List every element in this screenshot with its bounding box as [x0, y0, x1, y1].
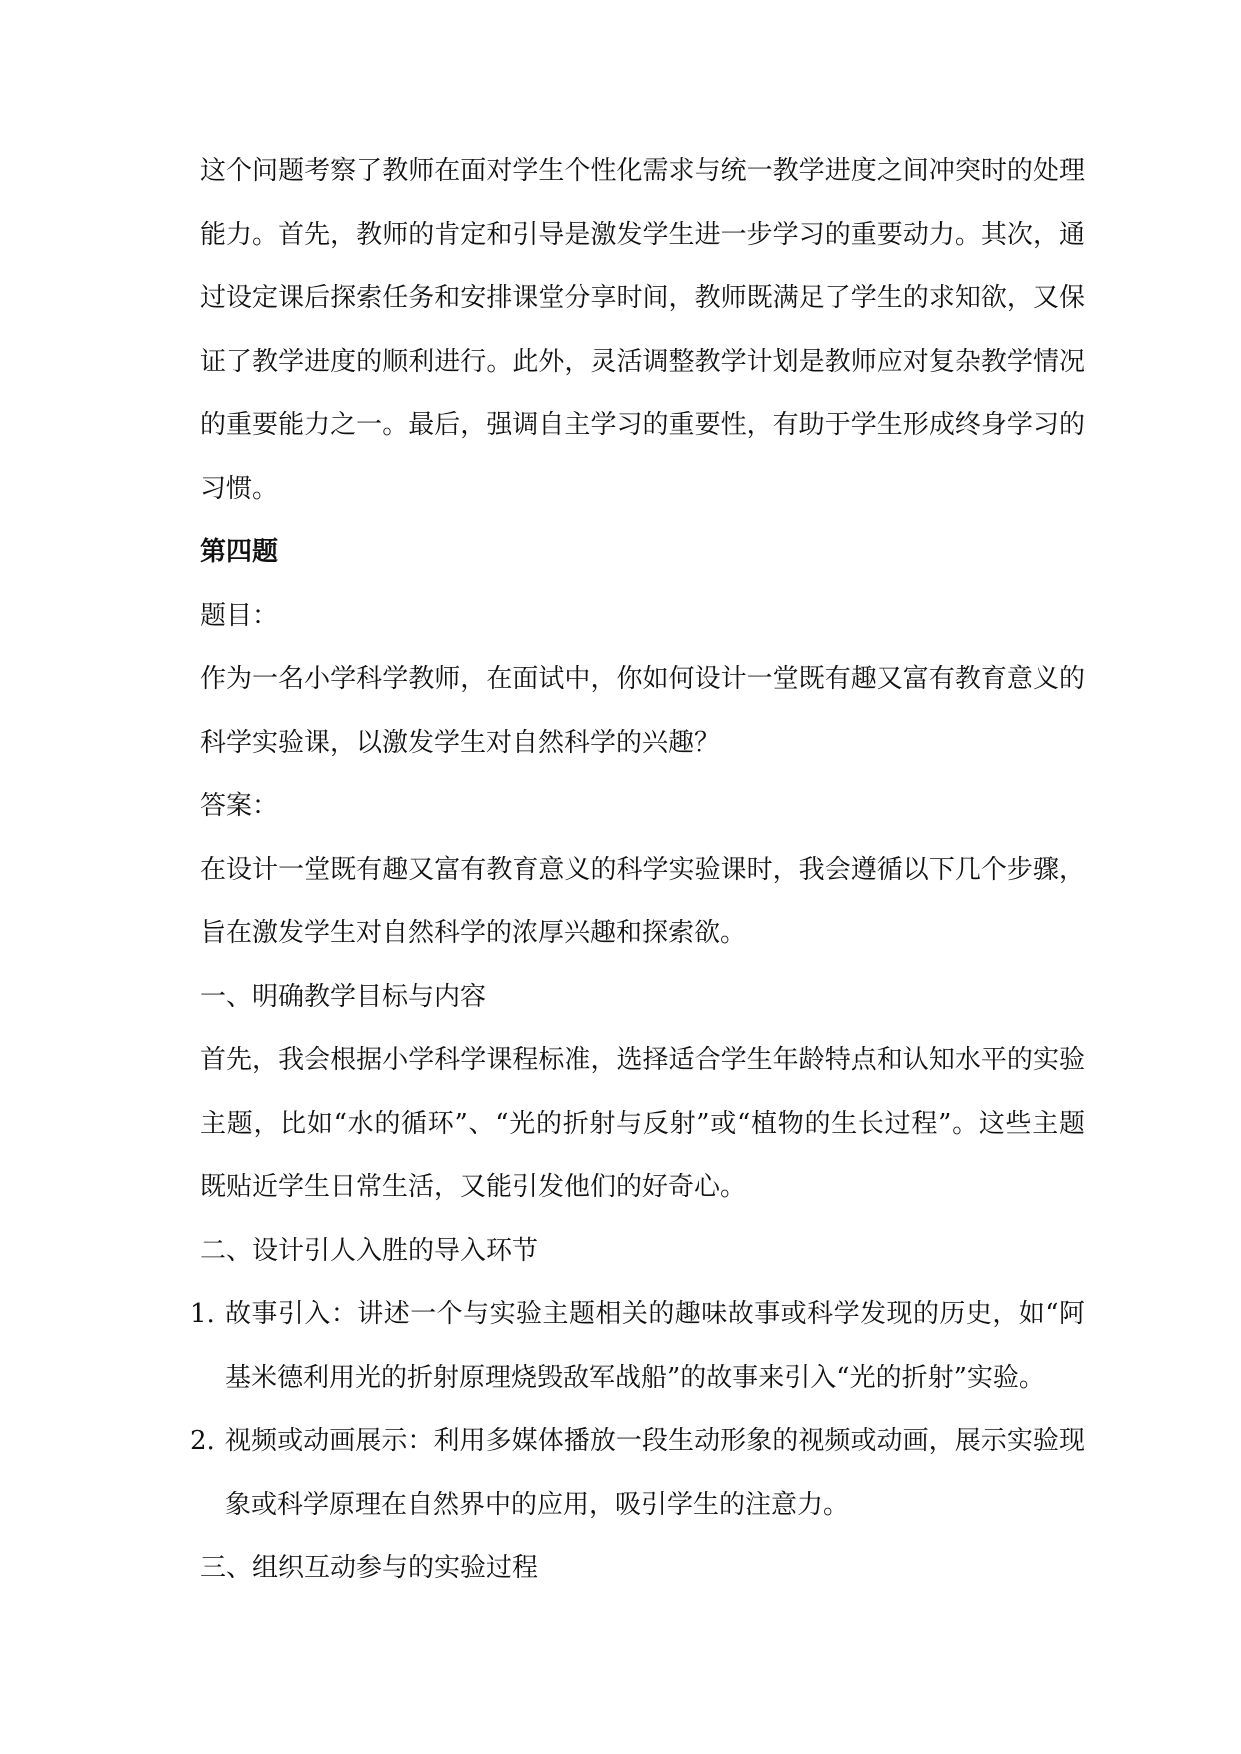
question-4-heading: 第四题: [200, 537, 279, 567]
section-2-title: 二、设计引人入胜的导入环节: [200, 1235, 539, 1266]
list-item-number: 1.: [190, 1299, 215, 1329]
answer-label: 答案：: [200, 791, 279, 821]
list-item: [190, 1410, 1085, 1537]
list-item-number: 2.: [190, 1426, 215, 1456]
question-label: 题目：: [200, 600, 279, 631]
answer-intro: 在设计一堂既有趣又富有教育意义的科学实验课时，我会遵循以下几个步骤，旨在激发学生对自然科学的浓厚兴趣和探索欲。: [200, 854, 1085, 948]
numbered-list: [190, 1283, 1085, 1537]
section-1-title: 一、明确教学目标与内容: [200, 981, 487, 1012]
list-item-text: 故事引入：讲述一个与实验主题相关的趣味故事或科学发现的历史，如“阿基米德利用光的折射原理烧毁敌军战船”的故事来引入“光的折射”实验。: [225, 1299, 1085, 1393]
list-item-text: 视频或动画展示：利用多媒体播放一段生动形象的视频或动画，展示实验现象或科学原理在自然界中的应用，吸引学生的注意力。: [225, 1426, 1085, 1520]
section-3-title: 三、组织互动参与的实验过程: [200, 1553, 539, 1583]
list-item: [190, 1283, 1085, 1410]
section-1-text: 首先，我会根据小学科学课程标准，选择适合学生年龄特点和认知水平的实验主题，比如“水的循环”、“光的折射与反射”或“植物的生长过程”。这些主题既贴近学生日常生活，又能引发他们的好奇心。: [200, 1045, 1085, 1202]
question-text: 作为一名小学科学教师，在面试中，你如何设计一堂既有趣又富有教育意义的科学实验课，以激发学生对自然科学的兴趣？: [200, 664, 1085, 758]
intro-paragraph: 这个问题考察了教师在面对学生个性化需求与统一教学进度之间冲突时的处理能力。首先，教师的肯定和引导是激发学生进一步学习的重要动力。其次，通过设定课后探索任务和安排课堂分享时间，教师既满足了学生的求知欲，又保证了教学进度的顺利进行。此外，灵活调整教学计划是教师应对复杂教学情况的重要能力之一。最后，强调自主学习的重要性，有助于学生形成终身学习的习惯。: [200, 156, 1085, 504]
document-page: [190, 140, 1085, 1601]
